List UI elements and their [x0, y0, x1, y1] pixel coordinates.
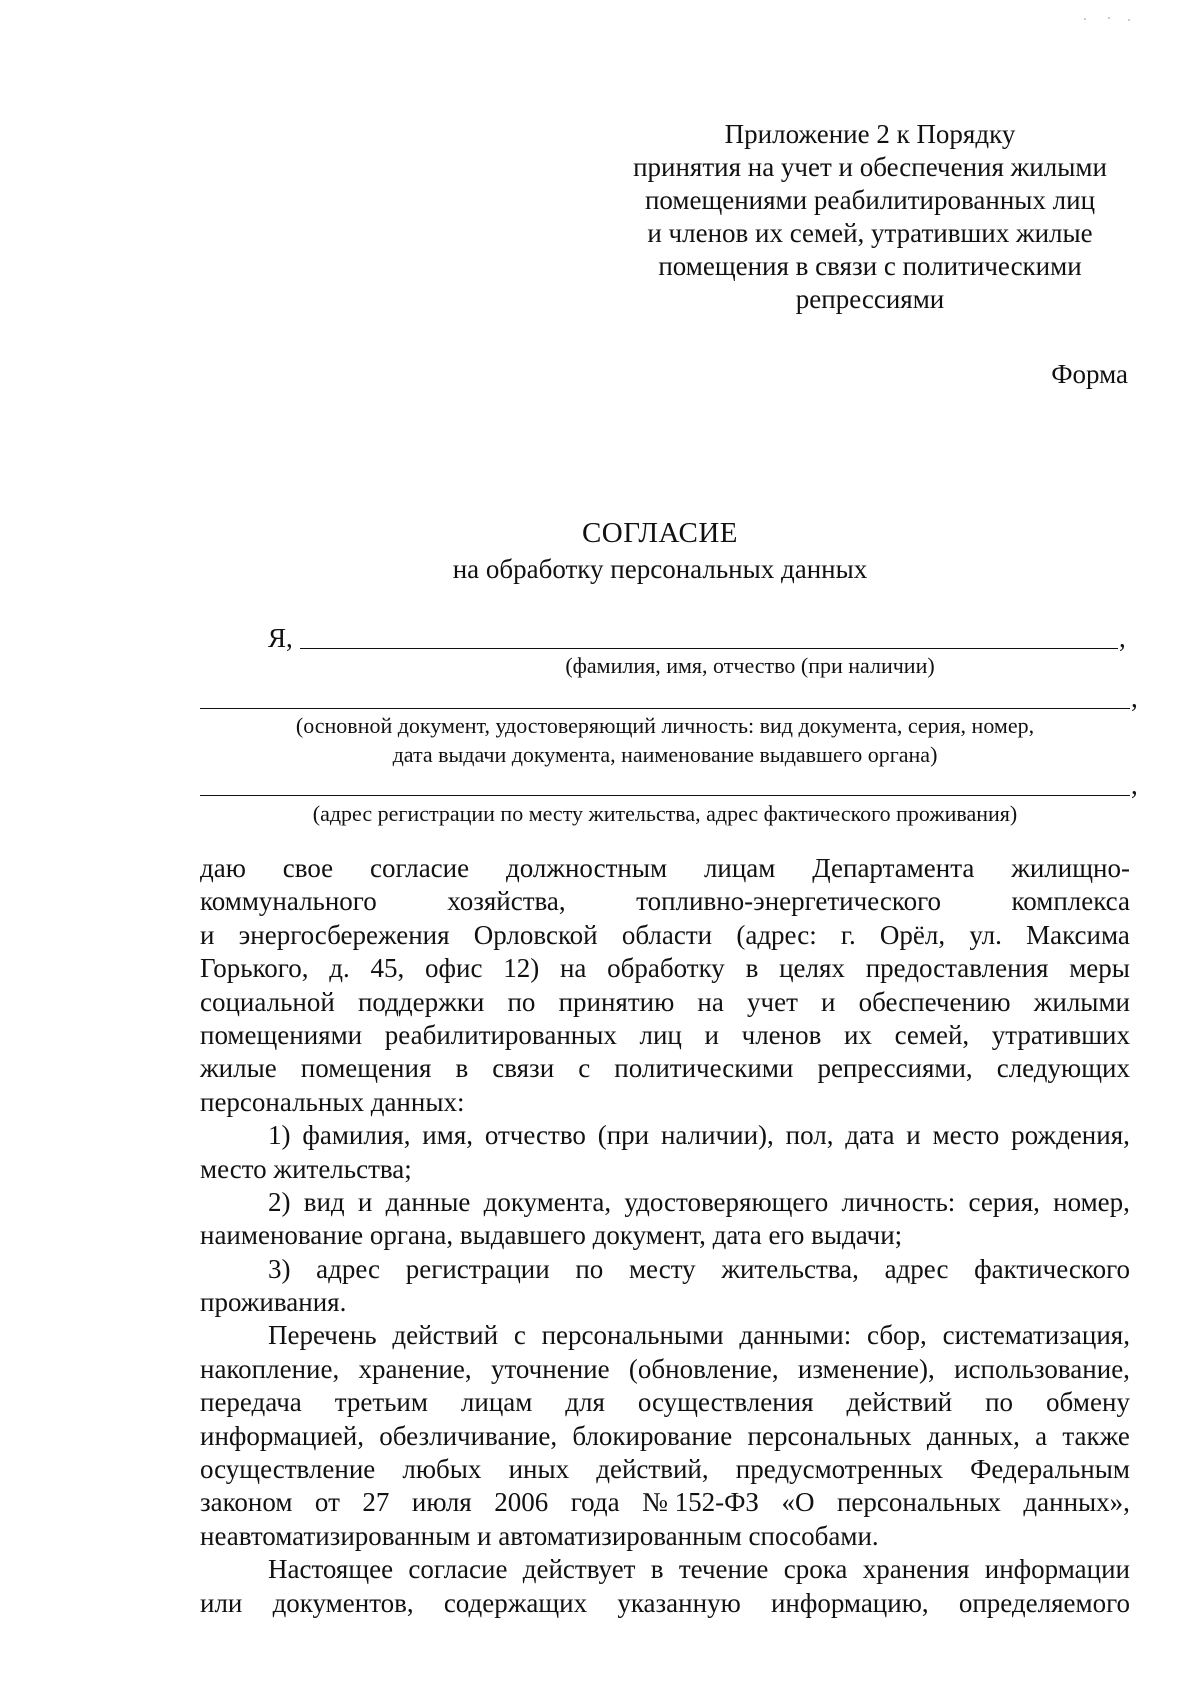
word: д. — [329, 953, 350, 984]
word: с — [513, 1320, 526, 1351]
word: рождения, — [1011, 1120, 1130, 1151]
word: по — [507, 986, 536, 1017]
appendix-line: репрессиями — [795, 284, 945, 314]
word: Федеральным — [970, 1454, 1130, 1485]
document-subtitle: на обработку персональных данных — [452, 554, 868, 584]
word: обработку — [607, 953, 725, 984]
word: отчество — [484, 1120, 586, 1151]
text-line — [200, 1453, 1130, 1486]
word: сбор, — [867, 1320, 927, 1351]
word: области — [621, 919, 713, 950]
word: и — [704, 1019, 719, 1050]
text-line — [200, 1353, 1130, 1386]
text-line — [200, 885, 1130, 918]
word: содержащих — [443, 1587, 588, 1618]
word: наличии), — [660, 1120, 774, 1151]
word: офис — [425, 953, 483, 984]
word: июля — [411, 1487, 472, 1518]
word: в — [650, 1554, 664, 1585]
word: данных», — [1023, 1487, 1130, 1518]
word: предусмотренных — [735, 1454, 943, 1485]
consent-paragraph — [200, 852, 1130, 1086]
word: свое — [282, 853, 334, 883]
consent-body — [200, 852, 1130, 1620]
form-label: Форма — [1051, 359, 1128, 389]
appendix-line: и членов их семей, утративших жилые — [647, 218, 1093, 248]
word: адрес — [884, 1253, 949, 1284]
word: даю — [200, 853, 246, 883]
word: документа, — [483, 1186, 612, 1217]
document-title: СОГЛАСИЕ — [581, 517, 739, 549]
word: указанную — [617, 1587, 741, 1618]
word: Горького, — [200, 953, 309, 984]
word: № 152-ФЗ — [642, 1487, 759, 1518]
word: репрессиями, — [817, 1053, 973, 1084]
word: систематизация, — [942, 1320, 1130, 1351]
word: в — [745, 953, 759, 984]
text-line — [200, 1319, 1130, 1352]
word: вид — [303, 1186, 345, 1217]
word: помещения — [300, 1053, 432, 1084]
word: любых — [402, 1454, 482, 1485]
word: должностным — [505, 853, 668, 883]
word: также — [1062, 1420, 1130, 1451]
word: срока — [783, 1554, 848, 1585]
word: лицам — [460, 1387, 533, 1418]
actions-paragraph — [200, 1319, 1130, 1519]
word: персональных — [836, 1487, 1001, 1518]
word: 12) — [503, 953, 540, 984]
word: действий — [392, 1320, 499, 1351]
word: обеспечению — [858, 986, 1011, 1017]
word: по — [575, 1253, 604, 1284]
word: Максима — [1026, 919, 1130, 950]
word: имя, — [422, 1120, 474, 1151]
word: данных, — [926, 1420, 1020, 1451]
name-field-line[interactable] — [300, 648, 1118, 649]
identity-document-line[interactable] — [200, 708, 1130, 709]
scan-specks — [1080, 16, 1140, 22]
word: обезличивание, — [379, 1420, 558, 1451]
word: по — [985, 1387, 1014, 1418]
appendix-reference — [620, 118, 1120, 316]
word: жилищно- — [1011, 853, 1130, 883]
text-line: место жительства; — [200, 1153, 412, 1184]
word: меры — [1069, 953, 1130, 984]
word: данные — [385, 1186, 471, 1217]
text-line — [200, 919, 1130, 952]
address-caption: (адрес регистрации по месту жительства, адрес фактического проживания) — [312, 801, 1018, 826]
word: осуществление — [200, 1454, 376, 1485]
word: их — [843, 1019, 872, 1050]
word: информацию, — [770, 1587, 929, 1618]
word: Орловской — [473, 919, 598, 950]
word: 3) — [268, 1253, 291, 1284]
word: серия, — [968, 1186, 1040, 1217]
word: хозяйства, — [447, 886, 566, 917]
word: следующих — [996, 1053, 1130, 1084]
word: а — [1035, 1420, 1048, 1451]
word: и — [821, 986, 836, 1017]
appendix-line: помещениями реабилитированных лиц — [644, 185, 1096, 215]
word: (при — [597, 1120, 650, 1151]
word: топливно-энергетического — [636, 886, 941, 917]
word: 2006 — [494, 1487, 549, 1518]
word: от — [314, 1487, 340, 1518]
list-item — [200, 1253, 1130, 1286]
word: адрес — [316, 1253, 381, 1284]
text-line — [200, 1420, 1130, 1453]
word: политическими — [614, 1053, 794, 1084]
word: место — [932, 1120, 1000, 1151]
word: осуществления — [637, 1387, 814, 1418]
text-line — [200, 1553, 1130, 1586]
list-item — [200, 1119, 1130, 1152]
word: социальной — [200, 986, 335, 1017]
text-line: наименование органа, выдавшего документ, дата его выдачи; — [200, 1220, 903, 1251]
word: 1) — [268, 1120, 291, 1151]
word: накопление, — [200, 1353, 340, 1384]
word: документов, — [272, 1587, 414, 1618]
word: реабилитированных — [384, 1019, 617, 1050]
name-field-caption: (фамилия, имя, отчество (при наличии) — [565, 653, 935, 678]
text-line — [200, 1386, 1130, 1419]
appendix-line: принятия на учет и обеспечения жилыми — [633, 152, 1107, 182]
word: коммунального — [200, 886, 377, 917]
text-line: неавтоматизированным и автоматизированным способами. — [200, 1520, 879, 1551]
word: согласие — [370, 853, 470, 883]
text-line — [200, 986, 1130, 1019]
word: «О — [781, 1487, 815, 1518]
word: членов — [741, 1019, 822, 1050]
word: хранение, — [358, 1353, 472, 1384]
word: иных — [508, 1454, 570, 1485]
text-line — [200, 1587, 1130, 1620]
word: или — [200, 1587, 243, 1618]
word: Перечень — [268, 1320, 377, 1351]
word: законом — [200, 1487, 293, 1518]
word: личность: — [841, 1186, 956, 1217]
word: жилыми — [1033, 986, 1130, 1017]
word: данными: — [739, 1320, 852, 1351]
word: лицам — [703, 853, 776, 883]
word: для — [565, 1387, 605, 1418]
text-line — [200, 852, 1130, 885]
word: персональных — [747, 1420, 912, 1451]
word: передача — [200, 1387, 302, 1418]
field-comma: , — [1131, 683, 1138, 713]
word: использование, — [954, 1353, 1130, 1384]
word: комплекса — [1011, 886, 1130, 917]
word: месту — [628, 1253, 696, 1284]
word: согласие — [408, 1554, 508, 1585]
field-comma: , — [1119, 623, 1126, 653]
word: течение — [678, 1554, 769, 1585]
text-line — [200, 952, 1130, 985]
word: связи — [492, 1053, 555, 1084]
word: информации — [984, 1554, 1130, 1585]
word: года — [570, 1487, 620, 1518]
name-field-prefix: Я, — [268, 623, 293, 653]
word: в — [455, 1053, 469, 1084]
list-item — [200, 1186, 1130, 1219]
word: дата — [845, 1120, 895, 1151]
word: Департамента — [812, 853, 975, 883]
word: обмену — [1045, 1387, 1130, 1418]
word: энергосбережения — [238, 919, 450, 950]
text-line — [200, 1486, 1130, 1519]
word: регистрации — [405, 1253, 550, 1284]
identity-document-caption: дата выдачи документа, наименование выдавшего органа) — [392, 742, 938, 767]
word: третьим — [334, 1387, 428, 1418]
word: семей, — [894, 1019, 970, 1050]
word: Орёл, — [879, 919, 946, 950]
word: определяемого — [958, 1587, 1130, 1618]
word: удостоверяющего — [624, 1186, 829, 1217]
word: и — [357, 1186, 373, 1217]
word: пол, — [785, 1120, 834, 1151]
identity-document-caption: (основной документ, удостоверяющий личность: вид документа, серия, номер, — [295, 713, 1035, 738]
address-line[interactable] — [200, 795, 1130, 796]
word: 27 — [362, 1487, 390, 1518]
word: персональными — [541, 1320, 724, 1351]
validity-paragraph — [200, 1553, 1130, 1620]
word: уточнение — [490, 1353, 610, 1384]
word: и — [200, 919, 215, 950]
text-line — [200, 1052, 1130, 1085]
word: блокирование — [572, 1420, 733, 1451]
word: помещениями — [200, 1019, 363, 1050]
text-line — [200, 1019, 1130, 1052]
word: и — [906, 1120, 921, 1151]
word: жительства, — [721, 1253, 859, 1284]
word: на — [697, 986, 724, 1017]
word: на — [559, 953, 587, 984]
word: действий — [846, 1387, 953, 1418]
word: Настоящее — [268, 1554, 394, 1585]
text-line: проживания. — [200, 1287, 347, 1318]
word: фактического — [974, 1253, 1130, 1284]
field-comma: , — [1131, 770, 1138, 800]
word: информацией, — [200, 1420, 364, 1451]
word: 2) — [268, 1186, 291, 1217]
text-line: персональных данных: — [200, 1086, 465, 1117]
word: принятию — [558, 986, 675, 1017]
word: изменение), — [797, 1353, 935, 1384]
word: целях — [779, 953, 845, 984]
word: (обновление, — [628, 1353, 779, 1384]
word: г. — [840, 919, 856, 950]
word: поддержки — [357, 986, 485, 1017]
word: предоставления — [865, 953, 1049, 984]
word: хранения — [862, 1554, 970, 1585]
word: действует — [522, 1554, 636, 1585]
appendix-line: помещения в связи с политическими — [658, 251, 1082, 281]
word: действий, — [596, 1454, 709, 1485]
appendix-line: Приложение 2 к Порядку — [724, 119, 1016, 149]
word: фамилия, — [302, 1120, 411, 1151]
word: номер, — [1053, 1186, 1130, 1217]
word: утративших — [991, 1019, 1130, 1050]
word: ул. — [969, 919, 1002, 950]
word: жилые — [200, 1053, 277, 1084]
word: (адрес: — [736, 919, 817, 950]
word: лиц — [639, 1019, 682, 1050]
word: учет — [747, 986, 798, 1017]
word: с — [578, 1053, 591, 1084]
word: 45, — [370, 953, 405, 984]
